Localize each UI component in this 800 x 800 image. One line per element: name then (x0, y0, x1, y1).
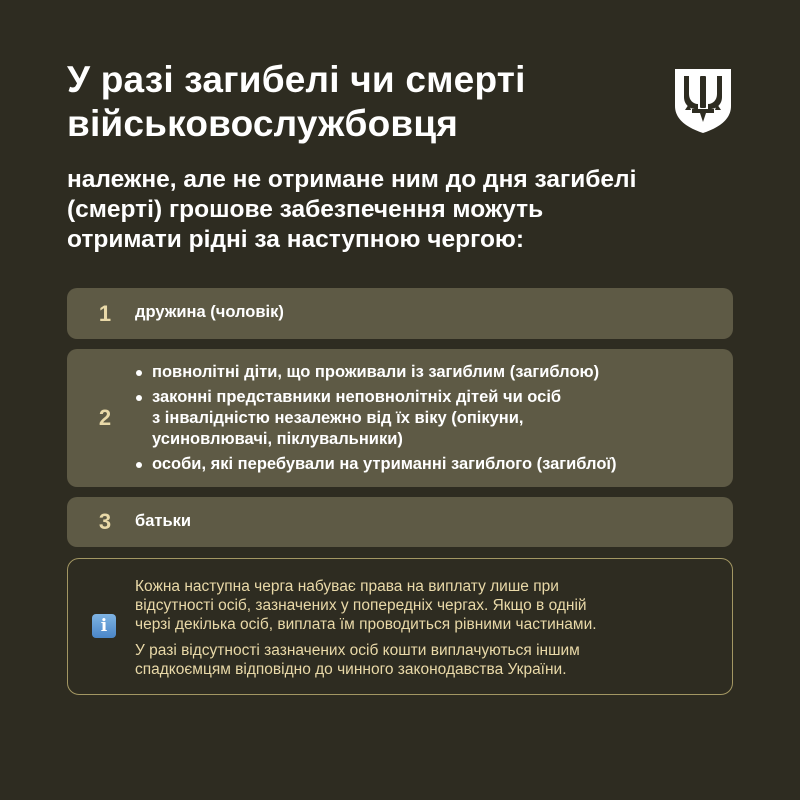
info-box (67, 558, 733, 695)
intro-line: (смерті) грошове забезпечення можуть (67, 196, 544, 223)
queue-bullet-list (135, 362, 725, 479)
info-line: черзі декілька осіб, виплата їм проводиться рівними частинами. (135, 616, 597, 633)
info-line: У разі відсутності зазначених осіб кошти виплачуються іншим (135, 642, 580, 659)
queue-number: 1 (98, 301, 112, 326)
intro-line: отримати рідні за наступною чергою: (67, 226, 525, 253)
queue-bullet (135, 387, 725, 450)
title-line: військовослужбовця (67, 103, 459, 144)
queue-item-1 (67, 288, 733, 339)
info-line: відсутності осіб, зазначених у попередніх чергах. Якщо в одній (135, 597, 587, 614)
queue-number: 3 (98, 509, 112, 534)
bullet-line: законні представники неповнолітніх дітей чи осіб (152, 388, 562, 406)
info-text (135, 577, 715, 679)
queue-bullet (135, 454, 725, 475)
queue-number: 2 (98, 405, 112, 430)
page-title (67, 58, 627, 146)
info-line: спадкоємцям відповідно до чинного законодавства України. (135, 661, 567, 678)
queue-item-3 (67, 497, 733, 547)
intro-text (67, 165, 747, 255)
bullet-line: особи, які перебували на утриманні загиблого (загиблої) (152, 455, 617, 473)
info-paragraph (135, 577, 715, 634)
queue-text: дружина (чоловік) (135, 303, 284, 321)
queue-text: батьки (135, 512, 191, 530)
bullet-line: з інвалідністю незалежно від їх віку (опікуни, (152, 409, 524, 427)
intro-line: належне, але не отримане ним до дня загибелі (67, 166, 637, 193)
info-icon: i (92, 614, 116, 638)
info-paragraph (135, 641, 715, 679)
bullet-line: усиновлювачі, піклувальники) (152, 430, 403, 448)
tryzub-shield-icon (672, 66, 734, 134)
title-line: У разі загибелі чи смерті (67, 59, 526, 100)
bullet-line: повнолітні діти, що проживали із загиблим (загиблою) (152, 363, 600, 381)
queue-item-2 (67, 349, 733, 487)
info-line: Кожна наступна черга набуває права на виплату лише при (135, 578, 559, 595)
queue-bullet (135, 362, 725, 383)
